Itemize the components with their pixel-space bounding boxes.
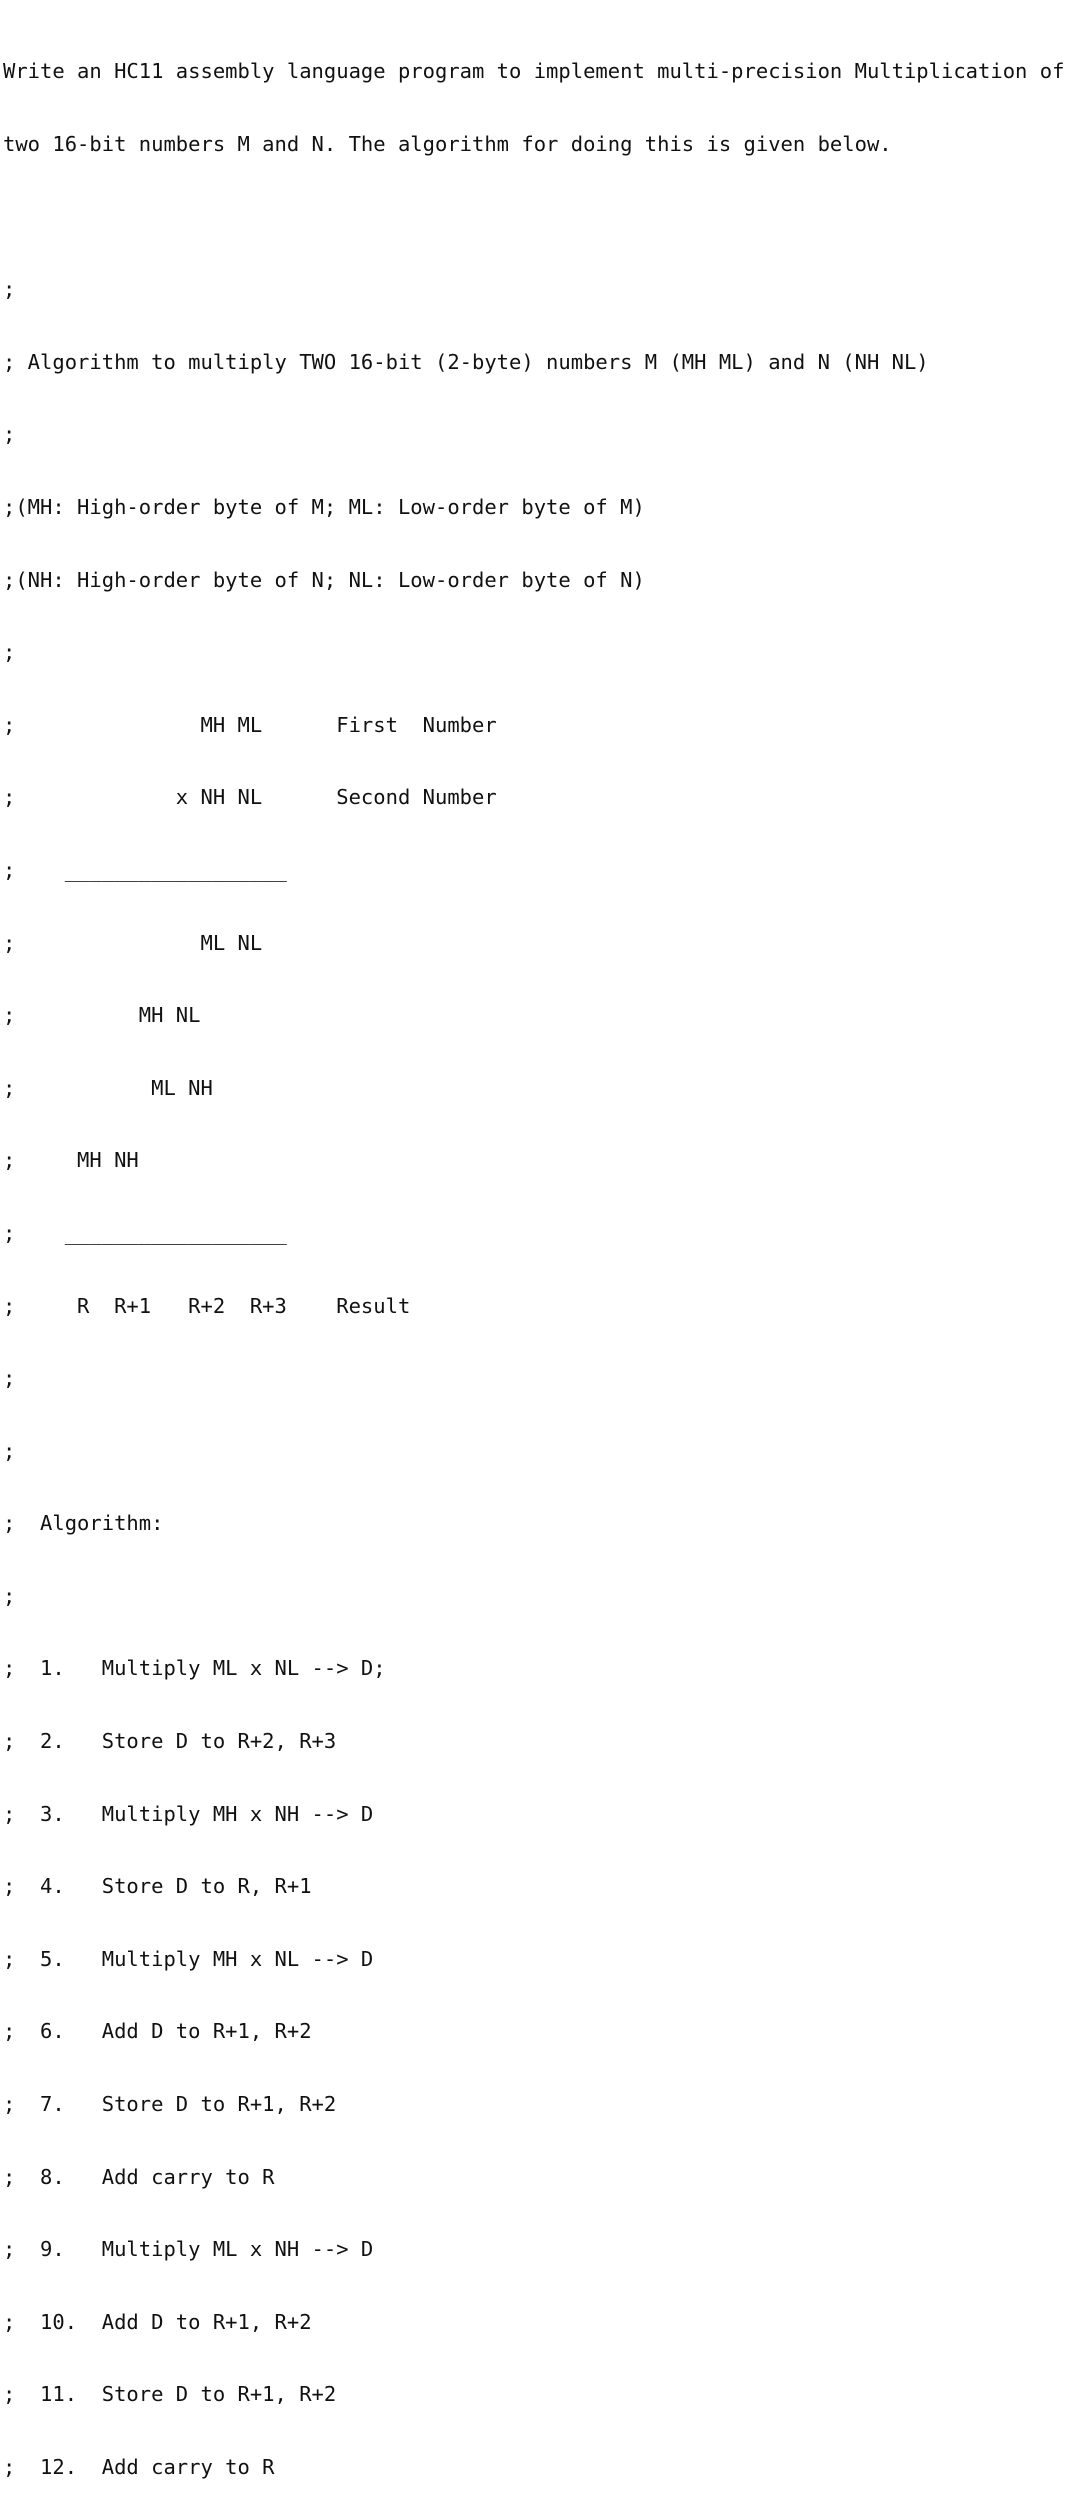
comment-line: ; xyxy=(3,422,16,447)
algorithm-step-3: ; 3. Multiply MH x NH --> D xyxy=(3,1801,374,1826)
algorithm-step-9: ; 9. Multiply ML x NH --> D xyxy=(3,2237,374,2262)
assignment-document xyxy=(3,11,1064,2503)
diagram-partial-mh-nh: ; MH NH xyxy=(3,1148,139,1173)
diagram-partial-ml-nh: ; ML NH xyxy=(3,1075,213,1100)
algorithm-step-8: ; 8. Add carry to R xyxy=(3,2164,275,2189)
comment-line: ; xyxy=(3,277,16,302)
diagram-first-number: ; MH ML First Number xyxy=(3,712,497,737)
algorithm-step-5: ; 5. Multiply MH x NL --> D xyxy=(3,1946,374,1971)
algorithm-step-11: ; 11. Store D to R+1, R+2 xyxy=(3,2382,337,2407)
diagram-partial-ml-nl: ; ML NL xyxy=(3,930,263,955)
comment-line: ; xyxy=(3,1583,16,1608)
diagram-partial-mh-nl: ; MH NL xyxy=(3,1003,201,1028)
comment-line: ; xyxy=(3,1438,16,1463)
algorithm-step-4: ; 4. Store D to R, R+1 xyxy=(3,1874,312,1899)
algorithm-step-6: ; 6. Add D to R+1, R+2 xyxy=(3,2019,312,2044)
algorithm-step-10: ; 10. Add D to R+1, R+2 xyxy=(3,2309,312,2334)
intro-line-1: Write an HC11 assembly language program to implement multi-precision Multiplication of xyxy=(3,59,1065,84)
intro-line-2: two 16-bit numbers M and N. The algorithm for doing this is given below. xyxy=(3,132,892,156)
comment-line: ; xyxy=(3,640,16,665)
mh-ml-definition: ;(MH: High-order byte of M; ML: Low-order byte of M) xyxy=(3,494,645,519)
algorithm-step-12: ; 12. Add carry to R xyxy=(3,2455,275,2479)
comment-line: ; xyxy=(3,1366,16,1391)
nh-nl-definition: ;(NH: High-order byte of N; NL: Low-order byte of N) xyxy=(3,567,645,592)
diagram-divider: ; __________________ xyxy=(3,857,287,882)
algorithm-step-2: ; 2. Store D to R+2, R+3 xyxy=(3,1729,337,1754)
algorithm-step-1: ; 1. Multiply ML x NL --> D; xyxy=(3,1656,386,1681)
blank-line xyxy=(3,205,1064,229)
diagram-divider: ; __________________ xyxy=(3,1220,287,1245)
diagram-second-number: ; x NH NL Second Number xyxy=(3,785,497,810)
algorithm-heading-comment: ; Algorithm to multiply TWO 16-bit (2-byte) numbers M (MH ML) and N (NH NL) xyxy=(3,349,929,374)
algorithm-label: ; Algorithm: xyxy=(3,1511,164,1536)
diagram-result: ; R R+1 R+2 R+3 Result xyxy=(3,1293,411,1318)
algorithm-step-7: ; 7. Store D to R+1, R+2 xyxy=(3,2092,337,2117)
